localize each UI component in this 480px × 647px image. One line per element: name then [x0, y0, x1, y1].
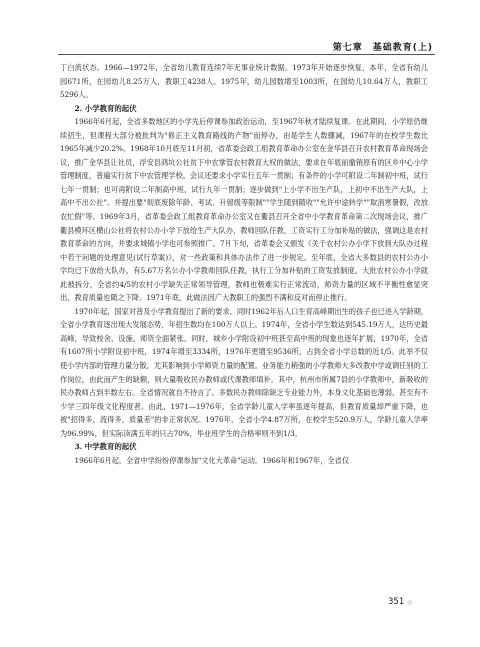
page-footer [388, 597, 412, 607]
page-mark-icon: ◎ [406, 599, 413, 606]
section-heading-secondary-education: 3. 中学教育的起伏 [74, 442, 137, 452]
paragraph-primary-1966: 1966年6月起，全省多数地区的小学先后停课参加政治运动，至1967年秋才陆续复课。在此期间，小学原仍继续招生，但课程大部分被批判为"修正主义教育路线的产物"而停办，由是学生人数骤减，1967年的在校学生数比1965年减少20.2%。1968年10月底至11月初，省革委会政工组教育革命办公室在金华县召开农村教育革命现场会议，推广金华县让社员，浮安县鸿坑公社贫下中农掌管农村教育大权的做法，要求在年底前撤销原有的区乡中心小学管理制度，普遍实行贫下中农管理学校。会议还要求小学实行五年一贯制；有条件的小学可附设二年制初中班，试行七年一贯制；也可再附设二年制高中班，试行九年一贯制；逐步做到"上小学不出生产队，上初中不出生产大队，上高中不出公社"。并提出要"彻底废除年龄、考试、升留级等限制""学生随到随收""允许中途转学""取消寒暑假，改放农忙假"等。1969年3月，省革委会政工组教育革命办公室又在衢县召开全省中小学教育革命第二次现场会议，推广衢县模环区横山公社将农村公办小学下放给生产大队办，教师回队任教，工资实行工分加补贴的做法，强调这是农村教育革命的方向，并要求城镇小学也可参照推广。7月下旬，省革委会又颁发《关于农村公办小学下放到大队办过程中若干问题的处理意见(试行草案)》，对一些政策和具体办法作了进一步规定。至年底，全省大多数县的农村公办小学均已下放给大队办，有5.67万名公办小学教师回队任教，执行工分加补贴的工资发放制度。大批农村公办小学就此被拆分，全省约4/5的农村小学缺失正常领导管理，教师也极难实行正常流动，师资力量的区域不平衡性愈显突出，教育质量也随之下降。1971年底，此做法因广大教职工的强烈不满和反对而停止推行。 [60, 117, 428, 303]
paragraph-primary-1970: 1970年起，国家对普及小学教育提出了新的要求，同时1962年后人口生育高峰期出生的孩子也已进入学龄期，全省小学教育逐出现大发展态势，年招生数均在100万人以上。1974年，全省小学生数达到545.19万人，达历史最高峰，导致校舍、设施、师资全面紧张。同时，城乡小学附设初中班甚至高中班的现象也逐年扩展，1970年，全省有1607所小学附设初中班，1974年增至3334所，1976年更增至9536所，占到全省小学总数的近1/5。此举不仅使小学内部的管理力量分散，尤其影响到小学师资力量的配置。业务能力稍强的小学教师大多改教中学或调任别的工作岗位，由此而产生的缺额，则大量吸收民办教师或代课教师填补。其中，杭州市所属7县的小学教师中，新吸收的民办教师占到半数左右。全省情况就自不待言了。多数民办教师除缺乏专业能力外，本身文化基础也薄弱，甚至有不少学三四年级文化程度者。由此，1971—1976年，全省学龄儿童入学率虽逐年提高，但教育质量却严重下降，也被"招得多、流得多，质量差"的非正常状况。1976年，全省小学4.87万所，在校学生520.9万人，学龄儿童入学率为96.99%，但实际读满五年的只占70%，毕业班学生的合格率则不到1/3。 [60, 306, 428, 438]
header-rule [58, 54, 435, 55]
section-heading-primary-education: 2. 小学教育的起伏 [74, 103, 137, 113]
chapter-header: 第七章 基础教育(上) [332, 43, 433, 53]
paragraph-secondary-1966: 1966年6月起，全省中学纷纷停课参加"文化大革命"运动。1966年和1967年，全省仅 [74, 455, 350, 465]
body-text [60, 61, 428, 467]
page-number: 351 [388, 597, 405, 607]
paragraph-kindergarten-stats: 丁白流状态。1966—1972年，全省幼儿教育连续7年无事业统计数据。1973年开始逐步恢复，本年，全省有幼儿园671所，在园幼儿8.25万人，教职工4238人。1975年，幼儿园数增至1003所，在园幼儿10.64万人，教职工5296人。 [60, 63, 428, 100]
